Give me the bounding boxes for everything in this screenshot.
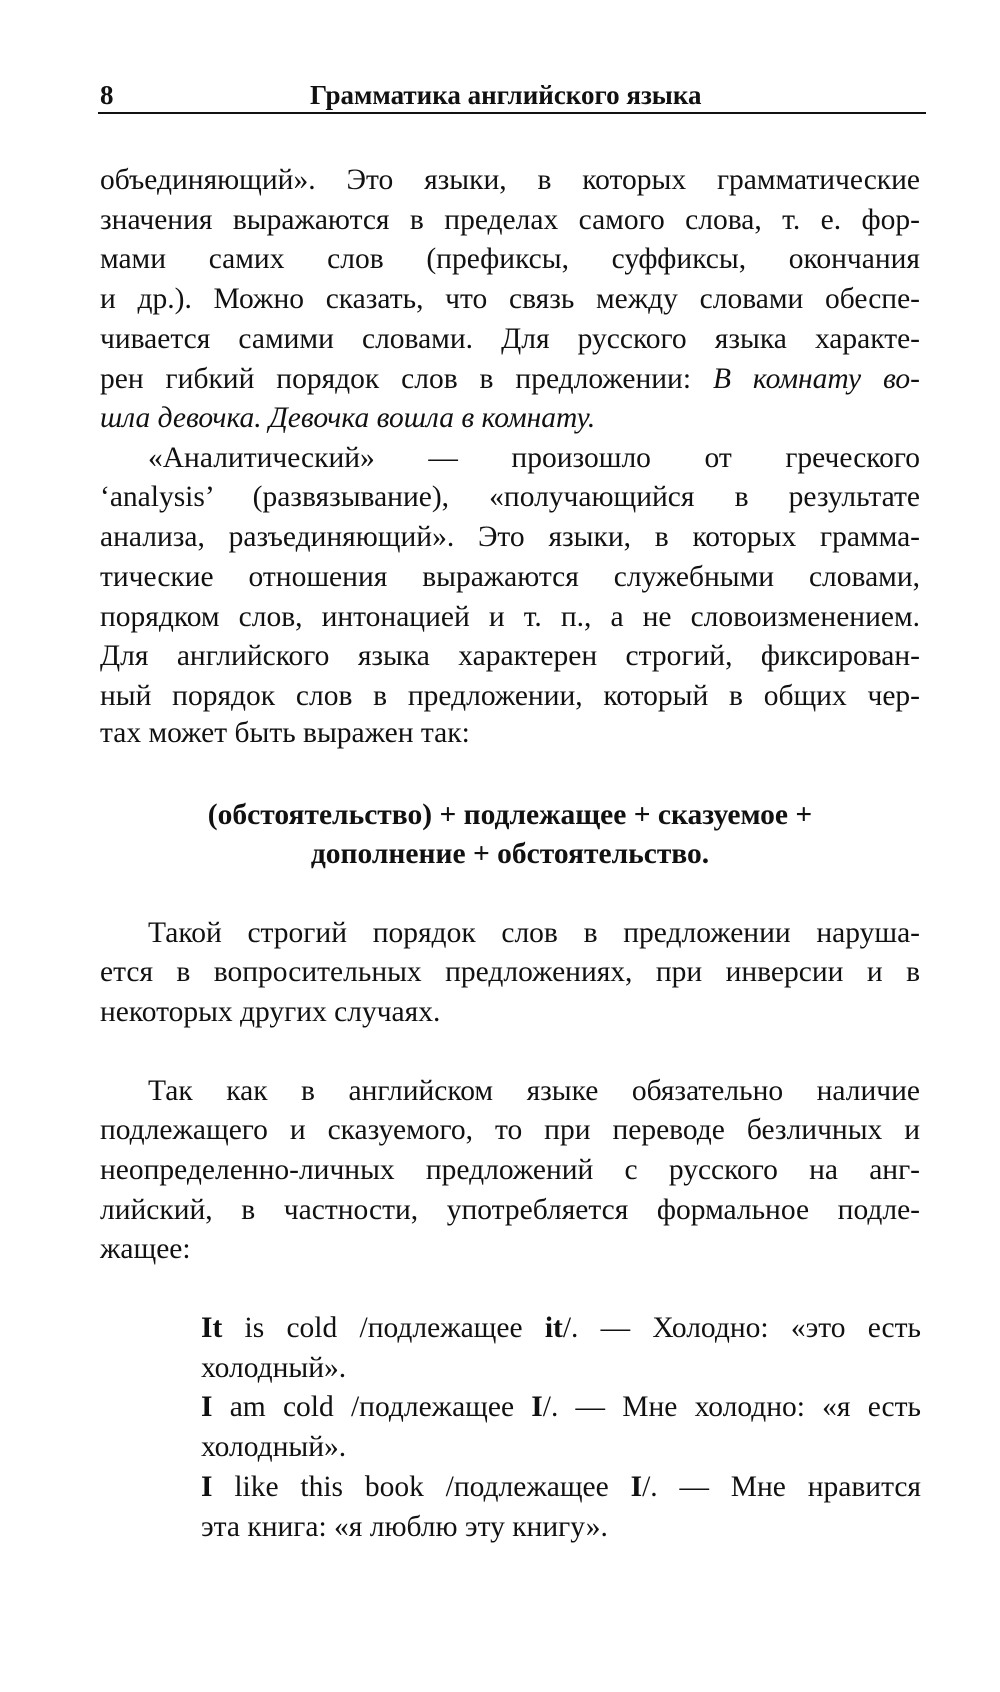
- header-rule: [98, 112, 926, 114]
- text-line: и др.). Можно сказать, что связь между словами обеспе-: [100, 283, 920, 315]
- text-line: [100, 361, 920, 397]
- text: /. — Мне нравится: [642, 1471, 921, 1503]
- bold: I: [201, 1391, 213, 1423]
- text-line: жащее:: [100, 1233, 191, 1265]
- bold: I: [531, 1391, 543, 1423]
- running-title: Грамматика английского языка: [310, 80, 702, 110]
- text: /. — Холодно: «это есть: [562, 1312, 921, 1344]
- text-line: лийский, в частности, употребляется формальное подле-: [100, 1194, 920, 1226]
- example-line: холодный».: [201, 1431, 347, 1463]
- example-line: эта книга: «я люблю эту книгу».: [201, 1511, 608, 1543]
- italic-example: шла девочка. Девочка вошла в комнату.: [100, 402, 596, 434]
- formula-line: (обстоятельство) + подлежащее + сказуемое +: [207, 799, 813, 831]
- example-line: [201, 1469, 921, 1505]
- text-line: подлежащего и сказуемого, то при переводе безличных и: [100, 1114, 920, 1146]
- formula-line: дополнение + обстоятельство.: [310, 838, 710, 870]
- text-line: Для английского языка характерен строгий, фиксирован-: [100, 640, 920, 672]
- text-line: ‘analysis’ (развязывание), «получающийся в результате: [100, 481, 920, 513]
- text-line: тах может быть выражен так:: [100, 717, 470, 749]
- text-line: чивается самими словами. Для русского языка характе-: [100, 323, 920, 355]
- text-line: ется в вопросительных предложениях, при инверсии и в: [100, 956, 920, 988]
- text-line: «Аналитический» — произошло от греческого: [148, 442, 920, 474]
- text-line: объединяющий». Это языки, в которых грамматические: [100, 164, 920, 196]
- bold: I: [630, 1471, 643, 1503]
- text-line: [100, 400, 920, 436]
- text-line: ный порядок слов в предложении, который в общих чер-: [100, 680, 920, 712]
- bold: I: [201, 1471, 213, 1503]
- text-line: значения выражаются в пределах самого слова, т. е. фор-: [100, 204, 920, 236]
- text: am cold /подлежащее: [212, 1391, 532, 1423]
- page-number: 8: [100, 80, 114, 110]
- bold: It: [201, 1312, 223, 1344]
- italic-example: В комнату во-: [712, 363, 920, 395]
- text-line: Такой строгий порядок слов в предложении наруша-: [148, 917, 920, 949]
- example-line: [201, 1310, 921, 1346]
- text: is cold /подлежащее: [222, 1312, 545, 1344]
- text-line: анализа, разъединяющий». Это языки, в которых грамма-: [100, 521, 920, 553]
- text: /. — Мне холодно: «я есть: [542, 1391, 921, 1423]
- text-line: некоторых других случаях.: [100, 996, 441, 1028]
- example-line: холодный».: [201, 1352, 347, 1384]
- example-line: [201, 1389, 921, 1425]
- bold: it: [544, 1312, 563, 1344]
- text: рен гибкий порядок слов в предложении:: [100, 363, 713, 395]
- text-line: тические отношения выражаются служебными словами,: [100, 561, 920, 593]
- text-line: порядком слов, интонацией и т. п., а не словоизменением.: [100, 601, 920, 633]
- text: like this book /подлежащее: [212, 1471, 631, 1503]
- text-line: мами самих слов (префиксы, суффиксы, окончания: [100, 243, 920, 275]
- text-line: Так как в английском языке обязательно наличие: [148, 1075, 920, 1107]
- text-line: неопределенно-личных предложений с русского на анг-: [100, 1154, 920, 1186]
